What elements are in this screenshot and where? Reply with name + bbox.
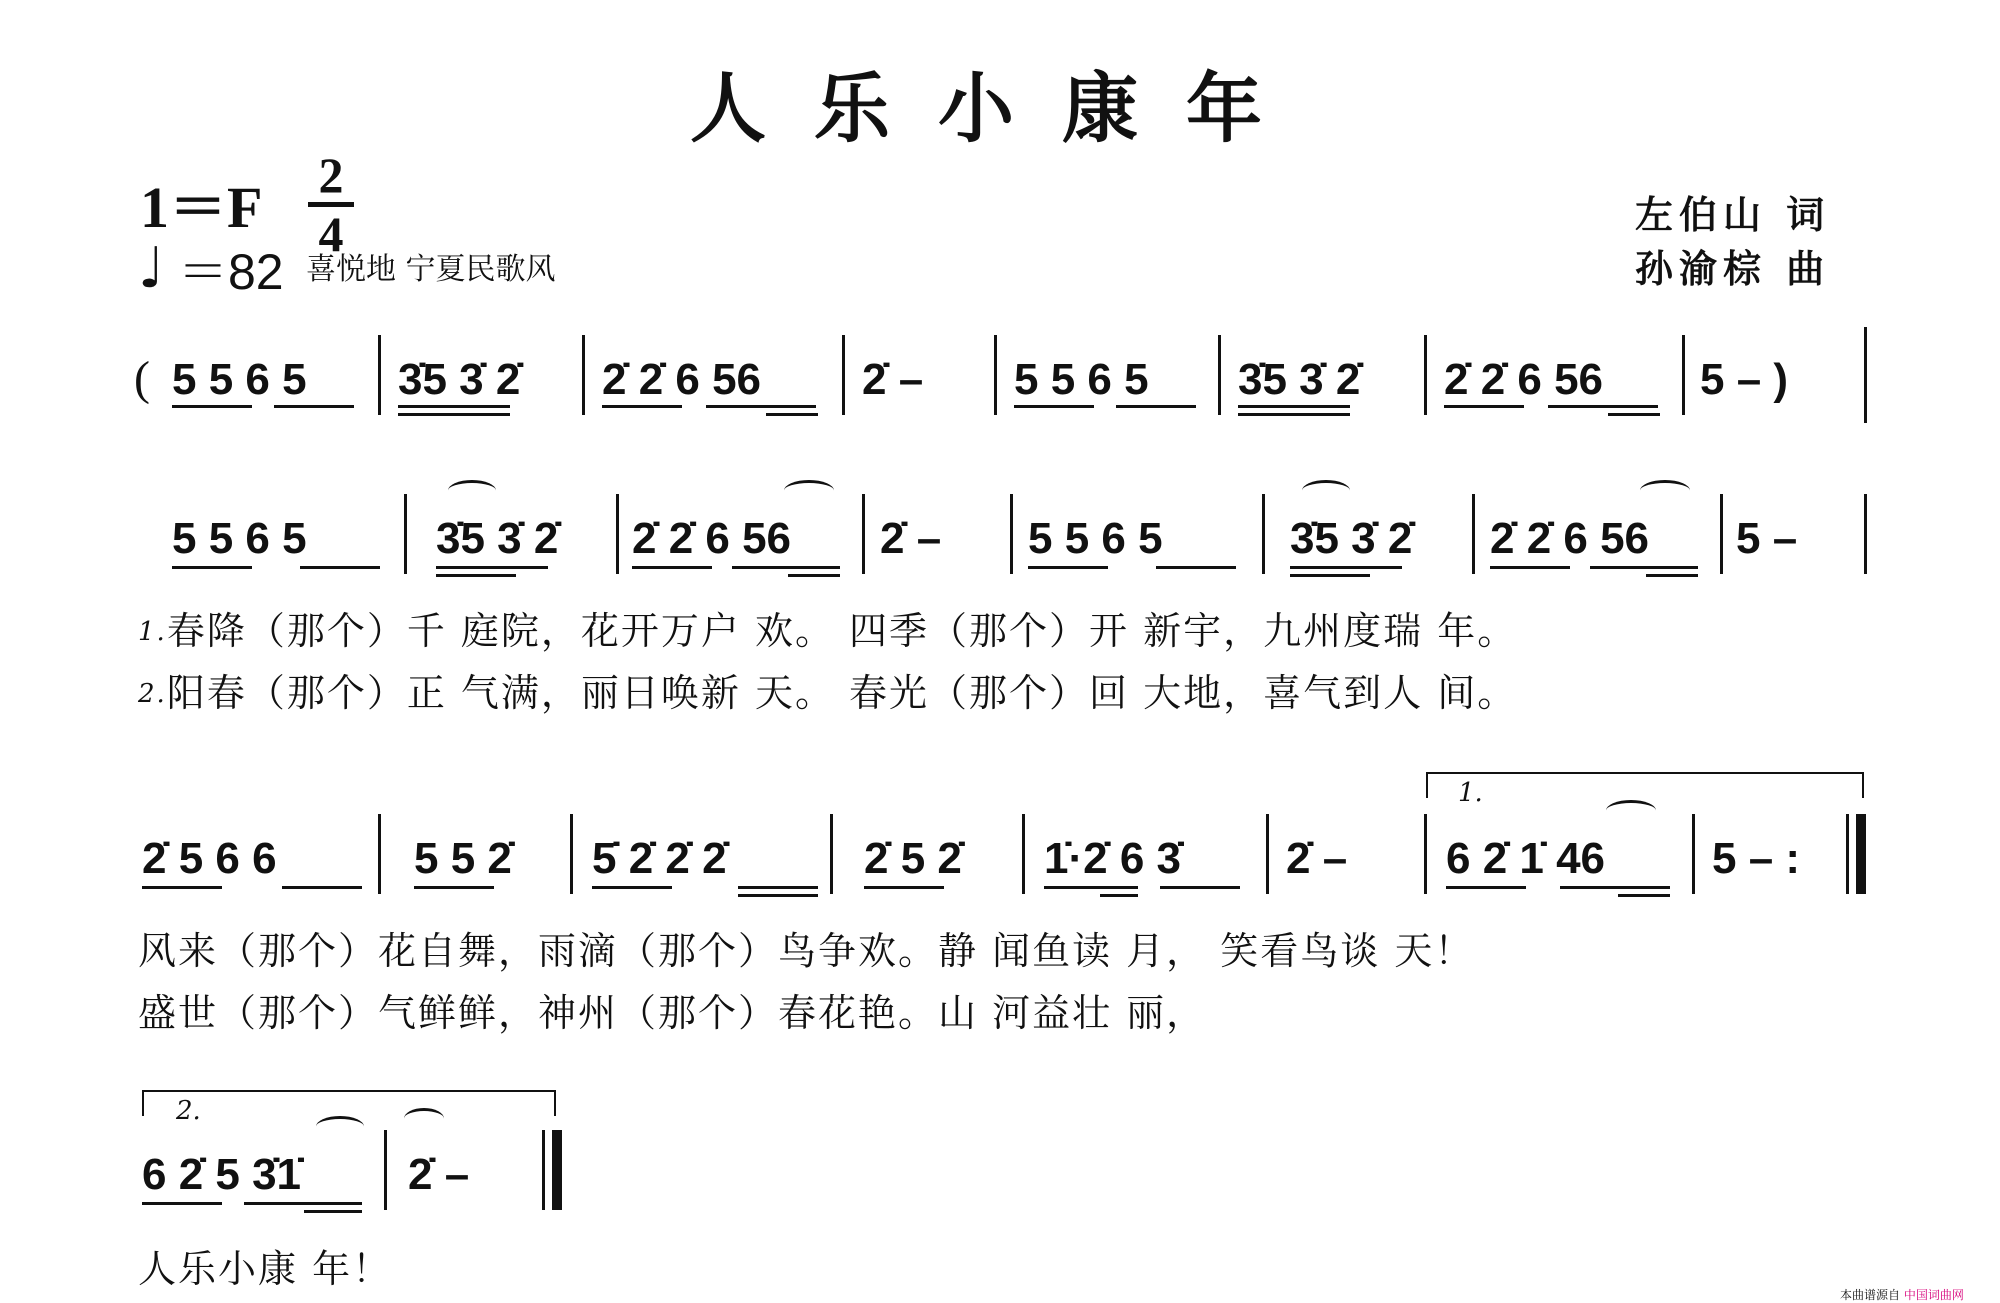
- measure: 5̇ 2̇ 2̇ 2̇: [592, 834, 727, 883]
- underline-eighth: [300, 566, 380, 569]
- lyrics-line-4: 人乐小康 年！: [138, 1247, 393, 1291]
- lyrics-line-3-verse-2: 盛世（那个）气鲜鲜，神州（那个）春花艳。山 河益壮 丽，: [138, 991, 1207, 1035]
- underline-eighth: [436, 566, 548, 569]
- slur: [784, 480, 834, 501]
- bar-line: [1682, 335, 1685, 415]
- source-site: 中国词曲网: [1903, 1288, 1964, 1302]
- measure: 2̇ 2̇ 6 56: [632, 514, 792, 563]
- bar-line: [1022, 814, 1025, 894]
- underline-eighth: [142, 1202, 222, 1205]
- second-ending-label: 2.: [176, 1096, 201, 1126]
- bar-line: [842, 335, 845, 415]
- time-signature: [308, 147, 354, 262]
- measure: 2̇ –: [880, 514, 942, 563]
- bar-line: [1864, 494, 1867, 574]
- underline-sixteenth: [1238, 413, 1350, 416]
- measure: 1̇·2̇ 6 3̇: [1044, 834, 1181, 883]
- measure: 5 5 6 5: [172, 355, 307, 404]
- slur: [316, 1116, 364, 1137]
- underline-eighth: [274, 405, 354, 408]
- repeat-end-thick: [1856, 814, 1866, 894]
- measure: 3̇5 3̇ 2̇: [1238, 355, 1361, 404]
- lyricist-credit: 左伯山 词: [1635, 193, 1831, 237]
- lyric-text: 春降（那个）千 庭院，花开万户 欢。 四季（那个）开 新宇，九州度瑞 年。: [166, 609, 1518, 653]
- second-ending-bracket: [142, 1090, 556, 1116]
- underline-sixteenth: [1290, 574, 1370, 577]
- bar-line: [404, 494, 407, 574]
- bar-line: [1266, 814, 1269, 894]
- bar-line: [1472, 494, 1475, 574]
- time-signature-bottom: 4: [318, 206, 344, 262]
- underline-eighth: [282, 886, 362, 889]
- measure: 5 5 6 5: [1014, 355, 1149, 404]
- lyrics-line-3-verse-1: 风来（那个）花自舞，雨滴（那个）鸟争欢。静 闻鱼读 月， 笑看鸟谈 天！: [138, 929, 1475, 973]
- underline-eighth: [1446, 886, 1526, 889]
- underline-eighth: [172, 566, 252, 569]
- underline-sixteenth: [1618, 894, 1670, 897]
- bar-line: [384, 1130, 387, 1210]
- repeat-end-thin: [1846, 814, 1849, 894]
- measure: 5 –: [1736, 514, 1798, 563]
- measure: 3̇5 3̇ 2̇: [436, 514, 559, 563]
- final-bar-thin: [542, 1130, 545, 1210]
- underline-eighth: [706, 405, 816, 408]
- underline-eighth: [738, 886, 818, 889]
- tempo-value: ＝82: [178, 244, 284, 300]
- measure: 6 2̇ 5 3̇1̇: [142, 1150, 302, 1199]
- measure: 5 5 2̇: [414, 834, 512, 883]
- bar-line: [1262, 494, 1265, 574]
- bar-line: [582, 335, 585, 415]
- underline-sixteenth: [788, 574, 840, 577]
- underline-eighth: [602, 405, 682, 408]
- underline-sixteenth: [436, 574, 516, 577]
- final-bar-thick: [552, 1130, 562, 1210]
- underline-eighth: [1028, 566, 1108, 569]
- measure: 2̇ –: [408, 1150, 470, 1199]
- lyric-text: 阳春（那个）正 气满，丽日唤新 天。 春光（那个）回 大地，喜气到人 间。: [166, 671, 1518, 715]
- underline-sixteenth: [1608, 413, 1660, 416]
- underline-sixteenth: [1646, 574, 1698, 577]
- measure: 6 2̇ 1̇ 46: [1446, 834, 1606, 883]
- measure: 2̇ –: [1286, 834, 1348, 883]
- underline-sixteenth: [738, 894, 818, 897]
- underline-eighth: [414, 886, 494, 889]
- measure: 3̇5 3̇ 2̇: [398, 355, 521, 404]
- slur: [1640, 480, 1690, 501]
- slur: [448, 480, 496, 501]
- fermata-icon: [404, 1108, 444, 1129]
- bar-line: [1218, 335, 1221, 415]
- underline-eighth: [1160, 886, 1240, 889]
- underline-eighth: [172, 405, 252, 408]
- underline-eighth: [244, 1202, 362, 1205]
- measure: 2̇ 2̇ 6 56: [602, 355, 762, 404]
- bar-line: [570, 814, 573, 894]
- measure: 5 – :: [1712, 834, 1801, 883]
- measure: 2̇ 5 2̇: [864, 834, 962, 883]
- measure: 5 5 6 5: [172, 514, 307, 563]
- bar-line: [378, 814, 381, 894]
- underline-eighth: [1014, 405, 1094, 408]
- bar-line: [994, 335, 997, 415]
- bar-line: [1692, 814, 1695, 894]
- quarter-note-icon: ♩: [138, 236, 165, 301]
- measure: 2̇ –: [862, 355, 924, 404]
- underline-eighth: [1490, 566, 1570, 569]
- slur: [1302, 480, 1350, 501]
- bar-line: [862, 494, 865, 574]
- bar-line: [1720, 494, 1723, 574]
- underline-sixteenth: [766, 413, 818, 416]
- underline-eighth: [1560, 886, 1670, 889]
- underline-eighth: [1590, 566, 1698, 569]
- lyrics-verse-1: [138, 600, 1517, 655]
- underline-sixteenth: [398, 413, 510, 416]
- first-ending-label: 1.: [1458, 778, 1483, 808]
- underline-eighth: [1444, 405, 1524, 408]
- source-text: 本曲谱源自: [1840, 1288, 1901, 1302]
- bar-line: [1424, 814, 1427, 894]
- composer-credit: 孙渝棕 曲: [1635, 247, 1831, 291]
- underline-eighth: [592, 886, 672, 889]
- underline-eighth: [732, 566, 840, 569]
- time-signature-top: 2: [318, 147, 344, 203]
- underline-eighth: [1548, 405, 1658, 408]
- underline-eighth: [398, 405, 510, 408]
- song-title: 人乐小康年: [690, 64, 1310, 153]
- first-ending-bracket: [1426, 772, 1864, 798]
- intro-open-paren: (: [134, 352, 150, 405]
- measure: 2̇ 2̇ 6 56: [1444, 355, 1604, 404]
- underline-eighth: [1116, 405, 1196, 408]
- bar-line: [616, 494, 619, 574]
- key-signature: 1＝F: [140, 175, 263, 240]
- bar-line: [1864, 327, 1867, 423]
- bar-line: [830, 814, 833, 894]
- underline-sixteenth: [1100, 894, 1138, 897]
- bar-line: [1424, 335, 1427, 415]
- measure: 3̇5 3̇ 2̇: [1290, 514, 1413, 563]
- underline-eighth: [864, 886, 944, 889]
- measure: 2̇ 5 6 6: [142, 834, 277, 883]
- underline-sixteenth: [304, 1210, 362, 1213]
- expression-mark: 喜悦地 宁夏民歌风: [306, 252, 556, 287]
- measure: 5 5 6 5: [1028, 514, 1163, 563]
- verse-number: 2.: [138, 679, 167, 709]
- underline-eighth: [1156, 566, 1236, 569]
- slur: [1606, 800, 1656, 821]
- measure: 2̇ 2̇ 6 56: [1490, 514, 1650, 563]
- underline-eighth: [632, 566, 712, 569]
- verse-number: 1.: [138, 617, 167, 647]
- bar-line: [1010, 494, 1013, 574]
- lyrics-verse-2: [138, 662, 1517, 717]
- underline-eighth: [142, 886, 222, 889]
- underline-eighth: [1044, 886, 1138, 889]
- measure: 5 – ): [1700, 355, 1789, 404]
- underline-eighth: [1238, 405, 1350, 408]
- bar-line: [378, 335, 381, 415]
- underline-eighth: [1290, 566, 1402, 569]
- source-watermark: [1840, 1286, 1964, 1303]
